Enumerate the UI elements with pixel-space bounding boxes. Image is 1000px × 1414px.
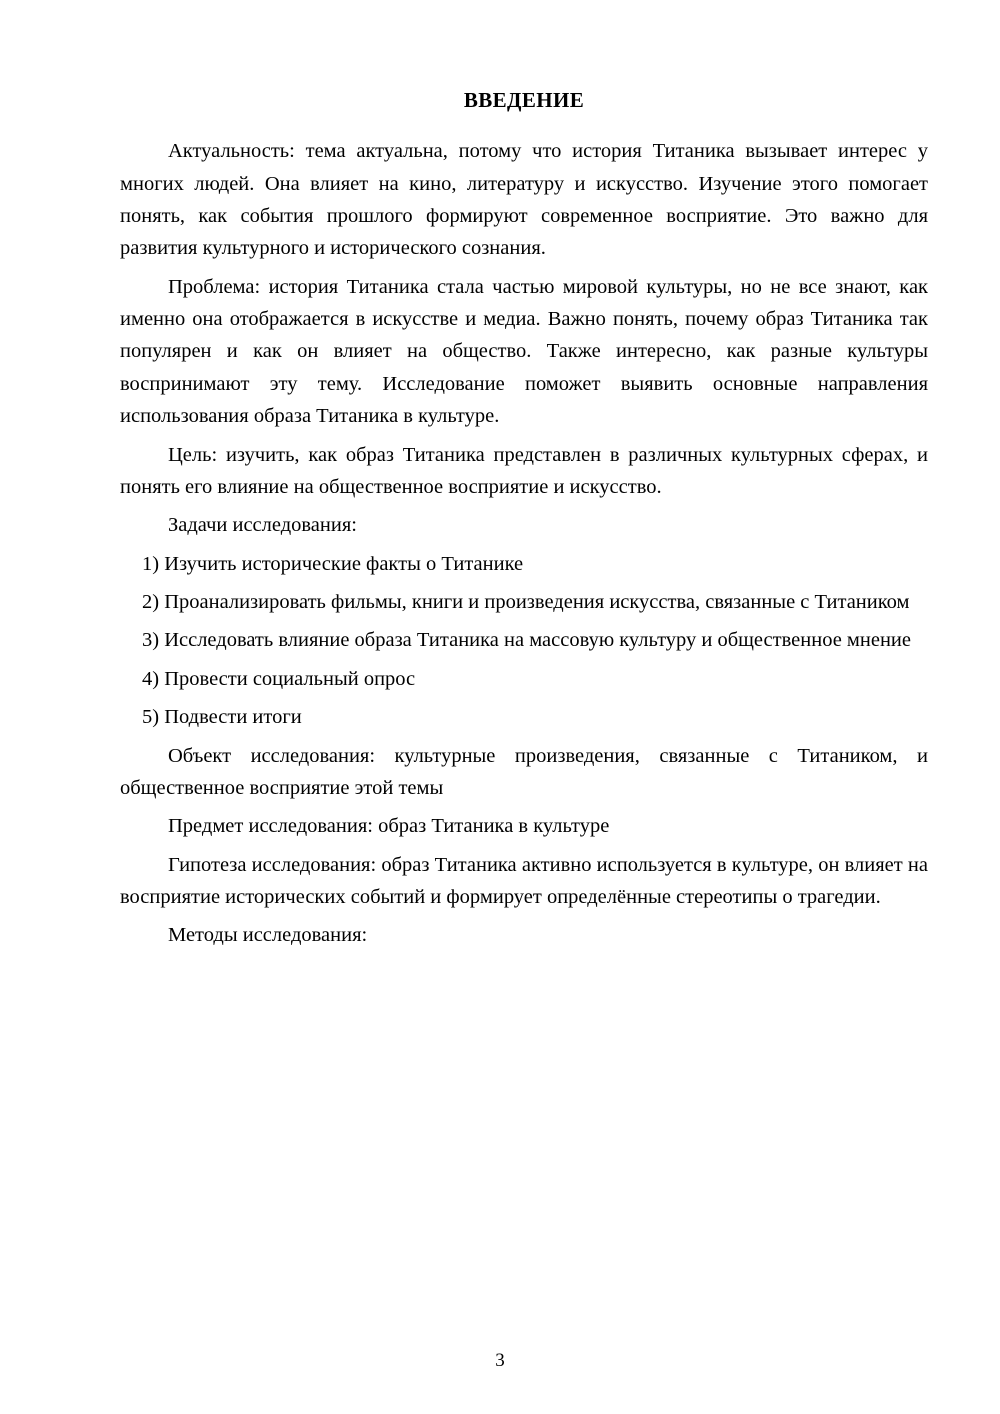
paragraph-object: Объект исследования: культурные произведения, связанные с Титаником, и общественное восприятие этой темы — [120, 744, 928, 799]
task-item-4: 4) Провести социальный опрос — [142, 667, 416, 690]
paragraph-goal: Цель: изучить, как образ Титаника представлен в различных культурных сферах, и понять его влияние на общественное восприятие и искусство. — [120, 443, 928, 498]
paragraph-hypothesis: Гипотеза исследования: образ Титаника активно используется в культуре, он влияет на восприятие исторических событий и формирует определённые стереотипы о трагедии. — [120, 853, 928, 909]
paragraph-subject: Предмет исследования: образ Титаника в культуре — [168, 815, 610, 838]
paragraph-problem: Проблема: история Титаника стала частью мировой культуры, но не все знают, как именно она отображается в искусстве и медиа. Важно понять, почему образ Титаника так популярен и как он влияет на общество. Также интересно, как разные культуры воспринимают эту тему. Исследование поможет выявить основные направления использования образа Титаника в культуре. — [120, 275, 928, 428]
methods-heading: Методы исследования: — [168, 924, 368, 947]
paragraph-relevance: Актуальность: тема актуальна, потому что история Титаника вызывает интерес у многих людей. Она влияет на кино, литературу и искусство. Изучение этого помогает понять, как события прошлого формируют современное восприятие. Это важно для развития культурного и исторического сознания. — [120, 140, 928, 260]
task-item-2: 2) Проанализировать фильмы, книги и произведения искусства, связанные с Титаником — [142, 591, 910, 614]
task-item-3: 3) Исследовать влияние образа Титаника на массовую культуру и общественное мнение — [142, 629, 912, 652]
task-item-5: 5) Подвести итоги — [142, 706, 302, 729]
task-item-1: 1) Изучить исторические факты о Титанике — [142, 552, 524, 575]
page-title: ВВЕДЕНИЕ — [463, 88, 585, 112]
tasks-heading: Задачи исследования: — [168, 514, 357, 537]
page-number: 3 — [495, 1350, 505, 1371]
